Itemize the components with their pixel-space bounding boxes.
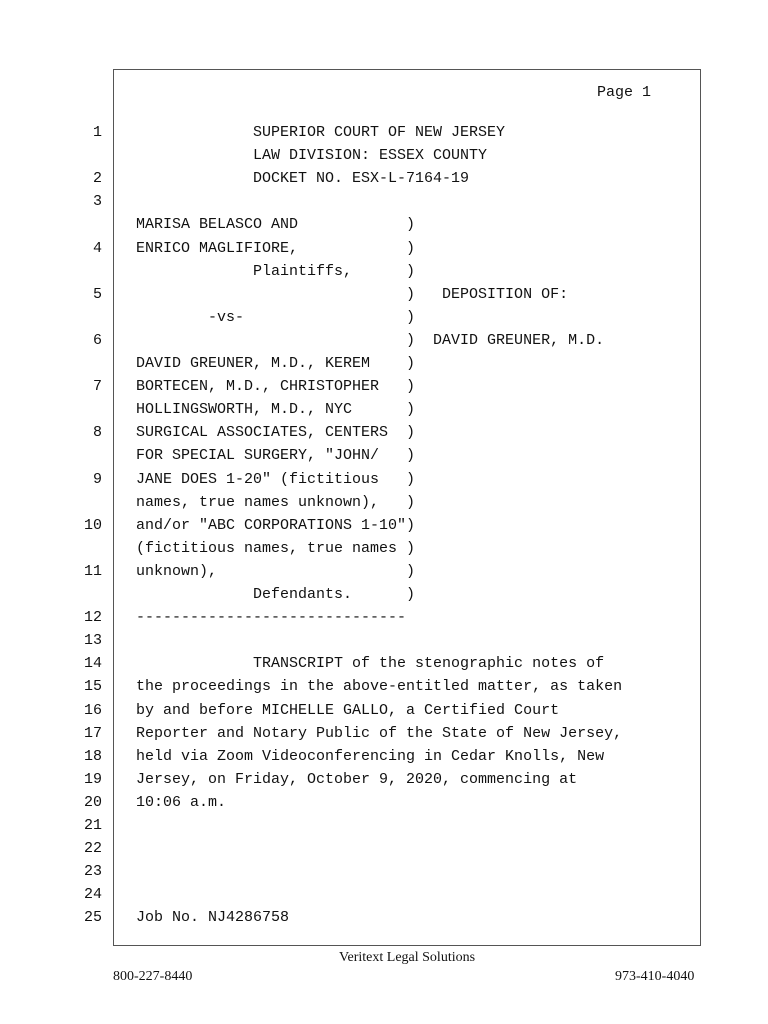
transcript-line: SURGICAL ASSOCIATES, CENTERS ): [136, 424, 416, 442]
transcript-line: and/or "ABC CORPORATIONS 1-10"): [136, 516, 416, 534]
transcript-line: unknown), ): [136, 562, 416, 580]
line-number: 5: [92, 285, 102, 303]
transcript-line: Reporter and Notary Public of the State of New Jersey,: [136, 724, 623, 742]
transcript-line: DOCKET NO. ESX-L-7164-19: [136, 170, 470, 188]
line-number: 13: [83, 632, 102, 650]
footer-phone-left: 800-227-8440: [113, 969, 193, 984]
line-number: 6: [92, 331, 102, 349]
page-number: Page 1: [597, 84, 652, 101]
transcript-line: BORTECEN, M.D., CHRISTOPHER ): [136, 378, 416, 396]
line-number: 23: [83, 863, 102, 881]
transcript-line: DAVID GREUNER, M.D., KEREM ): [136, 355, 416, 372]
line-number: 21: [83, 817, 102, 834]
line-number: 17: [83, 724, 102, 742]
transcript-line: held via Zoom Videoconferencing in Cedar Knolls, New: [136, 747, 605, 765]
line-number: 3: [92, 193, 102, 211]
transcript-line: Jersey, on Friday, October 9, 2020, commencing at: [136, 770, 578, 788]
transcript-line: HOLLINGSWORTH, M.D., NYC ): [136, 401, 416, 419]
transcript-line: TRANSCRIPT of the stenographic notes of: [136, 655, 605, 673]
line-number: 11: [83, 562, 102, 580]
line-number: 18: [83, 747, 102, 765]
transcript-line: LAW DIVISION: ESSEX COUNTY: [136, 147, 488, 165]
transcript-line: Job No. NJ4286758: [136, 909, 290, 927]
transcript-line: 10:06 a.m.: [136, 793, 227, 811]
transcript-line: Plaintiffs, ): [136, 262, 416, 280]
transcript-line: the proceedings in the above-entitled matter, as taken: [136, 678, 623, 696]
line-number: 1: [92, 124, 102, 141]
line-number: 7: [92, 378, 102, 396]
line-number: 22: [83, 840, 102, 858]
footer-phone-right: 973-410-4040: [615, 969, 695, 984]
transcript-line: JANE DOES 1-20" (fictitious ): [136, 470, 416, 488]
line-number: 19: [83, 770, 102, 788]
transcript-line: ------------------------------: [136, 609, 407, 627]
line-number: 24: [83, 886, 102, 904]
line-number: 2: [92, 170, 102, 188]
transcript-line: ) DAVID GREUNER, M.D.: [136, 331, 605, 349]
transcript-line: FOR SPECIAL SURGERY, "JOHN/ ): [136, 447, 416, 465]
line-number: 15: [83, 678, 102, 696]
transcript-line: ENRICO MAGLIFIORE, ): [136, 239, 416, 257]
line-number: 9: [92, 470, 102, 488]
transcript-line: (fictitious names, true names ): [136, 539, 416, 557]
line-number: 8: [92, 424, 102, 442]
line-number: 10: [83, 516, 102, 534]
transcript-line: ) DEPOSITION OF:: [136, 285, 569, 303]
line-number: 4: [92, 239, 102, 257]
line-number: 25: [83, 909, 102, 927]
transcript-line: names, true names unknown), ): [136, 493, 416, 511]
line-number: 14: [83, 655, 102, 673]
transcript-line: SUPERIOR COURT OF NEW JERSEY: [136, 124, 506, 141]
transcript-line: Defendants. ): [136, 586, 416, 603]
transcript-line: by and before MICHELLE GALLO, a Certified Court: [136, 701, 560, 719]
footer-company-name: Veritext Legal Solutions: [338, 950, 476, 965]
transcript-line: MARISA BELASCO AND ): [136, 216, 416, 234]
line-number: 20: [83, 793, 102, 811]
line-number: 16: [83, 701, 102, 719]
line-number: 12: [83, 609, 102, 627]
transcript-line: -vs- ): [136, 308, 416, 326]
